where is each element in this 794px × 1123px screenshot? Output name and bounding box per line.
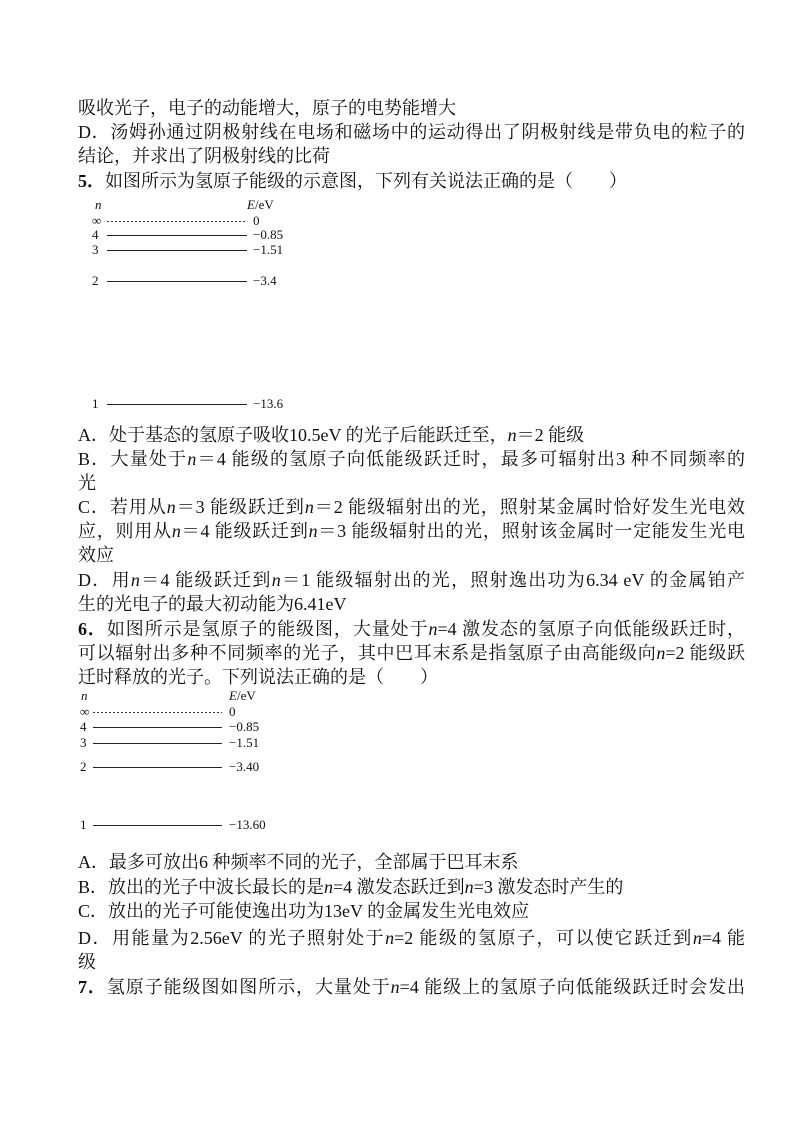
line-text xyxy=(78,643,745,663)
q6-option-b-line-1 xyxy=(78,875,745,899)
level-line xyxy=(107,281,247,282)
level-line xyxy=(93,767,222,768)
level-energy: −1.51 xyxy=(229,735,260,750)
line-text xyxy=(78,952,96,972)
option-label: D． xyxy=(78,570,112,590)
q6-option-c-line-1 xyxy=(78,899,745,923)
level-energy: 0 xyxy=(229,704,236,719)
level-number: ∞ xyxy=(92,213,102,228)
energy-axis-label xyxy=(247,197,274,213)
energy-axis-label xyxy=(229,688,256,704)
level-energy: −13.6 xyxy=(253,396,284,411)
level-number: 3 xyxy=(92,242,99,257)
text-run: 用 xyxy=(111,570,131,590)
text-run: =4 能级上的氢原子向低能级跃迁时会发出 xyxy=(399,977,745,997)
level-number: 2 xyxy=(92,273,99,288)
italic-symbol: n xyxy=(507,425,517,445)
line-text xyxy=(78,146,330,166)
text-run: 放出的光子可能使逸出功为13eV 的金属发生光电效应 xyxy=(108,901,530,921)
level-number: ∞ xyxy=(80,704,90,719)
level-1 xyxy=(78,817,308,833)
level-line xyxy=(93,727,222,728)
text-run: =2 能级跃 xyxy=(665,643,745,663)
q5-option-b-line-2 xyxy=(78,471,745,495)
text-run: 应，则用从 xyxy=(78,521,172,541)
italic-symbol: n xyxy=(464,877,474,897)
option-label: D． xyxy=(78,122,111,142)
text-run: 生的光电子的最大初动能为6.41eV xyxy=(78,594,347,614)
prev-option-d-line-1 xyxy=(78,120,745,144)
option-label: C． xyxy=(78,901,109,921)
text-run: ＝3 能级跃迁到 xyxy=(175,497,305,517)
text-run: =2 能级的氢原子，可以使它跃迁到 xyxy=(394,928,693,948)
option-label: B． xyxy=(78,877,109,897)
text-run: =4 激发态的氢原子向低能级跃迁时， xyxy=(437,619,745,639)
text-run: 迁时释放的光子。下列说法正确的是（ ） xyxy=(78,667,438,687)
level-number: 4 xyxy=(92,227,99,242)
q7-stem-line-1 xyxy=(78,975,745,999)
q5-option-b-line-1 xyxy=(78,447,745,471)
text-run: 大量处于 xyxy=(110,449,188,469)
line-text xyxy=(78,473,96,493)
line-text xyxy=(110,449,745,469)
italic-symbol: n xyxy=(390,977,400,997)
text-run: 氢原子能级图如图所示，大量处于 xyxy=(106,977,391,997)
text-run: 如图所示为氢原子能级的示意图，下列有关说法正确的是（ ） xyxy=(105,171,627,191)
level-line-dotted xyxy=(107,221,247,222)
text-run: 处于基态的氢原子吸收10.5eV 的光子后能跃迁至， xyxy=(109,425,508,445)
italic-symbol: E xyxy=(247,197,255,212)
text-run: ＝3 能级辐射出的光，照射该金属时一定能发生光电 xyxy=(317,521,745,541)
level-energy: −3.4 xyxy=(253,273,277,288)
level-4 xyxy=(78,719,308,735)
option-label: A． xyxy=(78,852,109,872)
italic-symbol: n xyxy=(130,570,140,590)
text-run: =4 能 xyxy=(701,928,745,948)
q5-energy-level-diagram xyxy=(90,195,320,415)
text-run: 最多可放出6 种频率不同的光子，全部属于巴耳末系 xyxy=(109,852,519,872)
q5-stem-line-1 xyxy=(78,169,745,193)
level-3 xyxy=(90,242,320,258)
line-text xyxy=(78,521,745,541)
italic-symbol: n xyxy=(304,497,314,517)
level-line-dotted xyxy=(93,712,222,713)
level-number: 3 xyxy=(80,735,87,750)
n-axis-label: n xyxy=(81,688,88,703)
line-text xyxy=(109,425,584,445)
level-number: 2 xyxy=(80,759,87,774)
level-energy: 0 xyxy=(253,213,260,228)
level-2 xyxy=(90,273,320,289)
prev-option-d-line-2 xyxy=(78,144,745,168)
text-run: 如图所示是氢原子的能级图，大量处于 xyxy=(106,619,429,639)
q6-stem-line-1 xyxy=(78,617,745,641)
text-run: 用能量为2.56eV 的光子照射处于 xyxy=(112,928,386,948)
option-label: D． xyxy=(78,928,113,948)
italic-symbol: n xyxy=(187,449,197,469)
q5-option-d-line-2 xyxy=(78,592,745,616)
level-number: 4 xyxy=(80,719,87,734)
level-1 xyxy=(90,396,320,412)
level-energy: −13.60 xyxy=(229,817,266,832)
text-run: ＝2 能级 xyxy=(516,425,585,445)
text-run: =4 激发态跃迁到 xyxy=(333,877,465,897)
italic-symbol: n xyxy=(656,643,666,663)
italic-symbol: E xyxy=(229,688,237,703)
line-text xyxy=(78,667,438,687)
line-text xyxy=(110,122,745,142)
level-number: 1 xyxy=(80,817,87,832)
line-text xyxy=(105,171,627,191)
option-label: C． xyxy=(78,497,110,517)
option-label: B． xyxy=(78,449,111,469)
level-3 xyxy=(78,735,308,751)
line-text xyxy=(107,619,745,639)
q5-option-d-line-1 xyxy=(78,568,745,592)
level-4 xyxy=(90,227,320,243)
italic-symbol: n xyxy=(428,619,438,639)
text-run: 放出的光子中波长最长的是 xyxy=(108,877,325,897)
text-run: 汤姆孙通过阴极射线在电场和磁场中的运动得出了阴极射线是带负电的粒子的 xyxy=(110,122,745,142)
q5-option-c-line-1 xyxy=(78,495,745,519)
question-number: 6． xyxy=(78,619,107,639)
level-energy: −0.85 xyxy=(253,227,284,242)
q5-option-c-line-3 xyxy=(78,543,745,567)
line-text xyxy=(112,928,745,948)
prev-option-c-tail-line xyxy=(78,96,745,120)
level-2 xyxy=(78,759,308,775)
level-line xyxy=(107,404,247,405)
text-run: /eV xyxy=(236,688,256,703)
level-energy: −1.51 xyxy=(253,242,284,257)
italic-symbol: n xyxy=(324,877,334,897)
line-text xyxy=(109,852,519,872)
text-run: 吸收光子，电子的动能增大，原子的电势能增大 xyxy=(78,98,456,118)
line-text xyxy=(110,497,745,517)
option-label: A． xyxy=(78,425,109,445)
text-run: 效应 xyxy=(78,545,114,565)
line-text xyxy=(112,570,745,590)
text-run: ＝4 能级跃迁到 xyxy=(180,521,309,541)
line-text xyxy=(108,877,623,897)
text-run: 级 xyxy=(78,952,96,972)
level-line xyxy=(107,235,247,236)
q6-option-d-line-1 xyxy=(78,926,745,950)
text-run: =3 激发态时产生的 xyxy=(473,877,624,897)
italic-symbol: n xyxy=(308,521,318,541)
italic-symbol: n xyxy=(385,928,395,948)
level-line xyxy=(93,743,222,744)
q6-option-d-line-2 xyxy=(78,950,745,974)
level-line xyxy=(93,825,222,826)
text-run: ＝4 能级的氢原子向低能级跃迁时，最多可辐射出3 种不同频率的 xyxy=(196,449,745,469)
q5-option-c-line-2 xyxy=(78,519,745,543)
text-run: 若用从 xyxy=(109,497,167,517)
italic-symbol: n xyxy=(692,928,702,948)
italic-symbol: n xyxy=(271,570,281,590)
text-run: 光 xyxy=(78,473,96,493)
text-run: /eV xyxy=(254,197,274,212)
line-text xyxy=(78,98,456,118)
level-line xyxy=(107,250,247,251)
line-text xyxy=(78,545,114,565)
question-number: 7． xyxy=(78,977,107,997)
text-run: ＝2 能级辐射出的光，照射某金属时恰好发生光电效 xyxy=(313,497,745,517)
text-run: ＝1 能级辐射出的光，照射逸出功为6.34 eV 的金属铂产 xyxy=(280,570,745,590)
italic-symbol: n xyxy=(166,497,176,517)
text-run: ＝4 能级跃迁到 xyxy=(139,570,272,590)
line-text xyxy=(78,594,347,614)
q6-option-a-line-1 xyxy=(78,850,745,874)
text-run: 结论，并求出了阴极射线的比荷 xyxy=(78,146,330,166)
q6-stem-line-2 xyxy=(78,641,745,665)
line-text xyxy=(107,977,745,997)
line-text xyxy=(108,901,529,921)
question-number: 5． xyxy=(78,171,105,191)
italic-symbol: n xyxy=(171,521,181,541)
level-energy: −3.40 xyxy=(229,759,260,774)
q6-energy-level-diagram xyxy=(78,686,308,836)
text-run: 可以辐射出多种不同频率的光子，其中巴耳末系是指氢原子由高能级向 xyxy=(78,643,657,663)
n-axis-label: n xyxy=(95,197,102,212)
level-energy: −0.85 xyxy=(229,719,260,734)
level-number: 1 xyxy=(92,396,99,411)
level-infinity xyxy=(78,704,308,720)
q5-option-a-line-1 xyxy=(78,423,745,447)
